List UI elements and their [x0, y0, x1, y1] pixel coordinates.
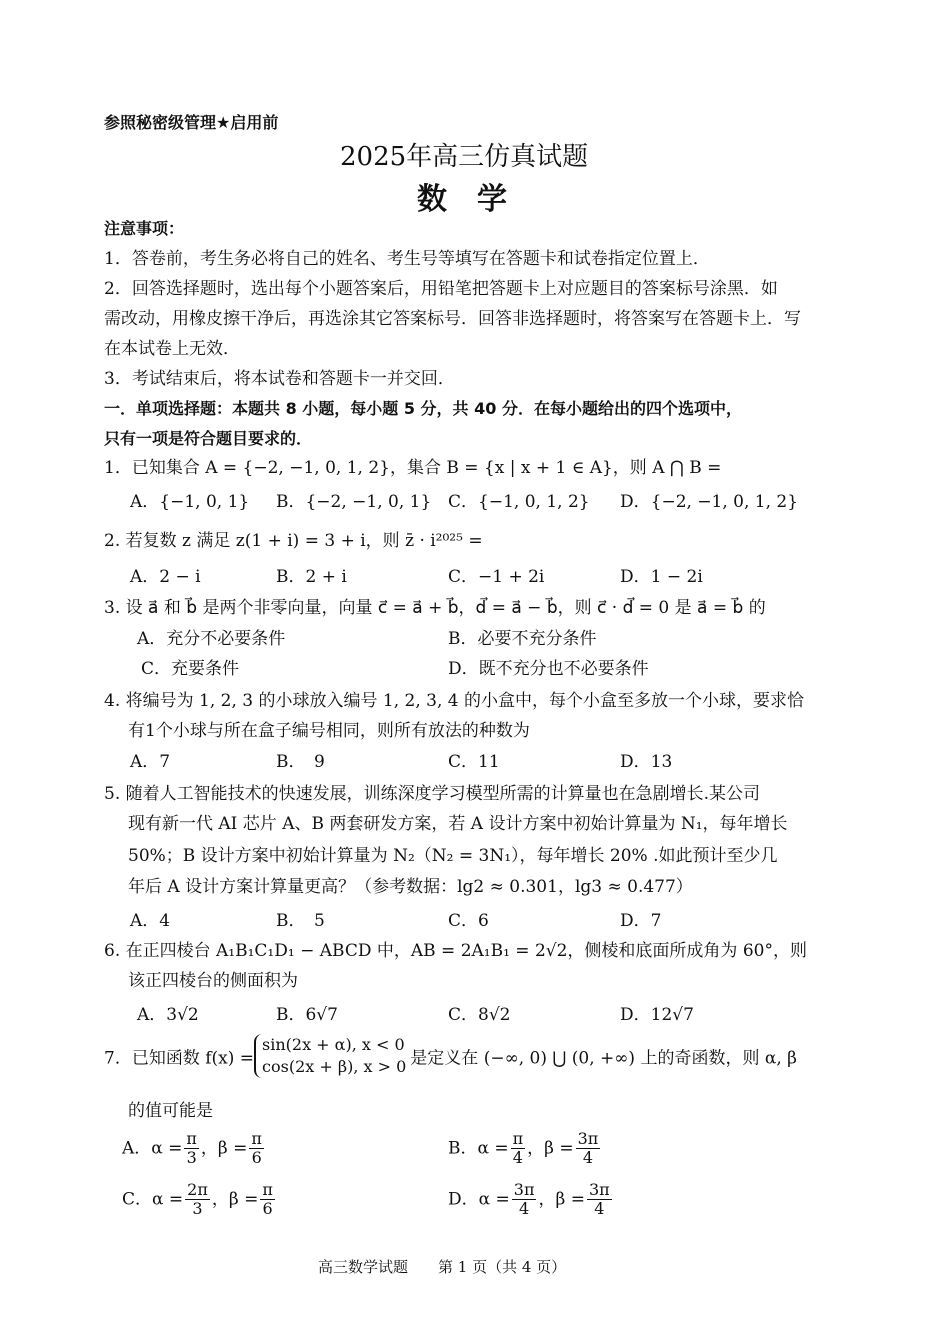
confidential-label: 参照秘密级管理★启用前 [104, 113, 279, 132]
q7-d-label: D．α = [448, 1189, 510, 1210]
q7-stem-line-2: 的值可能是 [128, 1101, 213, 1121]
q6-stem-line-2: 该正四棱台的侧面积为 [128, 971, 298, 991]
q7-a-alpha-num: π [186, 1129, 197, 1148]
q7-piecewise-function [254, 1034, 406, 1078]
section-heading-line-2: 只有一项是符合题目要求的． [104, 429, 313, 448]
q3-option-a: A．充分不必要条件 [137, 629, 286, 649]
q4-option-a: A．7 [130, 752, 171, 772]
note-1: 1．答卷前，考生务必将自己的姓名、考生号等填写在答题卡和试卷指定位置上． [104, 249, 710, 269]
q6-option-b: B．6√7 [276, 1005, 338, 1025]
q3-stem: 3. 设 a⃗ 和 b⃗ 是两个非零向量，向量 c⃗ = a⃗ + b⃗，d⃗ = a⃗ − b⃗，则 c⃗ · d⃗ = 0 是 a⃗ = b⃗ 的 [104, 598, 766, 618]
q7-case-2: cos(2x + β), x > 0 [262, 1057, 407, 1076]
q1-option-a: A．{−1, 0, 1} [130, 492, 250, 512]
q6-option-a: A．3√2 [137, 1005, 199, 1025]
q4-option-d: D．13 [620, 752, 673, 772]
q2-option-b: B．2 + i [276, 567, 347, 587]
q7-d-beta-den: 4 [594, 1199, 605, 1218]
q4-stem-line-2: 有1个小球与所在盒子编号相同，则所有放法的种数为 [128, 721, 530, 741]
q7-d-beta-fraction [587, 1181, 612, 1218]
q5-option-c: C．6 [448, 911, 489, 931]
q7-a-mid: ，β = [200, 1138, 248, 1159]
q7-b-beta-den: 4 [582, 1148, 594, 1167]
q7-c-beta-fraction [260, 1181, 275, 1218]
q5-stem-line-4: 年后 A 设计方案计算量更高？（参考数据：lg2 ≈ 0.301，lg3 ≈ 0.477） [128, 877, 693, 897]
q5-option-b: B． 5 [276, 911, 325, 931]
q3-option-b: B．必要不充分条件 [448, 629, 597, 649]
q7-a-beta-den: 6 [251, 1148, 262, 1167]
q7-b-beta-fraction [576, 1130, 601, 1167]
q7-b-label: B．α = [448, 1138, 509, 1159]
q7-c-beta-num: π [262, 1180, 273, 1199]
q7-stem-suffix: 是定义在 (−∞, 0) ⋃ (0, +∞) 上的奇函数，则 α, β [410, 1048, 797, 1069]
q5-stem-line-2: 现有新一代 AI 芯片 A、B 两套研发方案，若 A 设计方案中初始计算量为 N₁，每年增长 [128, 814, 788, 834]
note-3: 3．考试结束后，将本试卷和答题卡一并交回． [104, 369, 455, 389]
q4-stem-line-1: 4. 将编号为 1, 2, 3 的小球放入编号 1, 2, 3, 4 的小盒中，每个小盒至多放一个小球，要求恰 [104, 691, 804, 711]
q7-a-alpha-fraction [184, 1130, 199, 1167]
q2-option-a: A．2 − i [130, 567, 201, 587]
notes-heading: 注意事项： [104, 219, 185, 238]
q2-option-c: C．−1 + 2i [448, 567, 545, 587]
exam-title: 2025年高三仿真试题 [340, 142, 589, 172]
q3-option-c: C．充要条件 [141, 659, 240, 679]
q7-a-label: A．α = [122, 1138, 183, 1159]
section-heading-line-1: 一．单项选择题：本题共 8 小题，每小题 5 分，共 40 分．在每小题给出的四个选项中， [104, 399, 742, 418]
q4-option-b: B． 9 [276, 752, 325, 772]
q7-c-beta-den: 6 [262, 1199, 273, 1218]
q7-d-beta-num: 3π [588, 1180, 610, 1199]
q7-b-alpha-num: π [512, 1129, 524, 1148]
q7-stem-prefix: 7．已知函数 f(x) = [104, 1048, 255, 1069]
q1-option-b: B．{−2, −1, 0, 1} [276, 492, 432, 512]
q5-stem-line-1: 5. 随着人工智能技术的快速发展，训练深度学习模型所需的计算量也在急剧增长.某公司 [104, 784, 761, 804]
q7-option-d [448, 1181, 614, 1218]
note-2-line-3: 在本试卷上无效． [104, 339, 240, 359]
q4-option-c: C．11 [448, 752, 500, 772]
q2-option-d: D．1 − 2i [620, 567, 703, 587]
q7-case-1: sin(2x + α), x < 0 [262, 1035, 405, 1054]
q7-b-mid: ，β = [527, 1138, 574, 1159]
q5-option-a: A．4 [130, 911, 171, 931]
q1-option-d: D．{−2, −1, 0, 1, 2} [620, 492, 799, 512]
q7-b-beta-num: 3π [577, 1129, 599, 1148]
q2-stem: 2. 若复数 z 满足 z(1 + i) = 3 + i，则 z̄ · i²⁰²⁵ = [104, 531, 483, 551]
q1-stem: 1．已知集合 A = {−2, −1, 0, 1, 2}，集合 B = {x | x + 1 ∈ A}，则 A ⋂ B = [104, 458, 722, 478]
q7-c-alpha-num: 2π [187, 1180, 208, 1199]
q7-d-mid: ，β = [538, 1189, 585, 1210]
q7-a-alpha-den: 3 [186, 1148, 197, 1167]
q7-option-c [122, 1181, 277, 1218]
q7-a-beta-num: π [251, 1129, 262, 1148]
q5-stem-line-3: 50%；B 设计方案中初始计算量为 N₂（N₂ = 3N₁），每年增长 20% .如此预计至少几 [128, 846, 778, 866]
q7-c-label: C．α = [122, 1189, 184, 1210]
subject-title: 数 学 [417, 182, 507, 217]
q7-d-alpha-num: 3π [513, 1180, 535, 1199]
q7-a-beta-fraction [249, 1130, 264, 1167]
q1-option-c: C．{−1, 0, 1, 2} [448, 492, 590, 512]
note-2-line-1: 2．回答选择题时，选出每个小题答案后，用铅笔把答题卡上对应题目的答案标号涂黑．如 [104, 279, 778, 299]
q7-option-a [122, 1130, 266, 1167]
q6-option-d: D．12√7 [620, 1005, 694, 1025]
q7-c-alpha-fraction [185, 1181, 210, 1218]
q3-option-d: D．既不充分也不必要条件 [448, 659, 649, 679]
q7-c-alpha-den: 3 [192, 1199, 203, 1218]
q7-option-b [448, 1130, 602, 1167]
page-footer: 高三数学试题 第 1 页（共 4 页） [318, 1258, 567, 1276]
q5-option-d: D．7 [620, 911, 662, 931]
q6-stem-line-1: 6. 在正四棱台 A₁B₁C₁D₁ − ABCD 中，AB = 2A₁B₁ = 2√2，侧棱和底面所成角为 60°，则 [104, 941, 807, 961]
q7-c-mid: ，β = [211, 1189, 259, 1210]
q7-stem [104, 1034, 797, 1078]
note-2-line-2: 需改动，用橡皮擦干净后，再选涂其它答案标号．回答非选择题时，将答案写在答题卡上．写 [104, 309, 801, 329]
q7-b-alpha-den: 4 [512, 1148, 523, 1167]
q7-b-alpha-fraction [511, 1130, 526, 1167]
q7-d-alpha-fraction [512, 1181, 537, 1218]
q7-d-alpha-den: 4 [519, 1199, 530, 1218]
q6-option-c: C．8√2 [448, 1005, 511, 1025]
